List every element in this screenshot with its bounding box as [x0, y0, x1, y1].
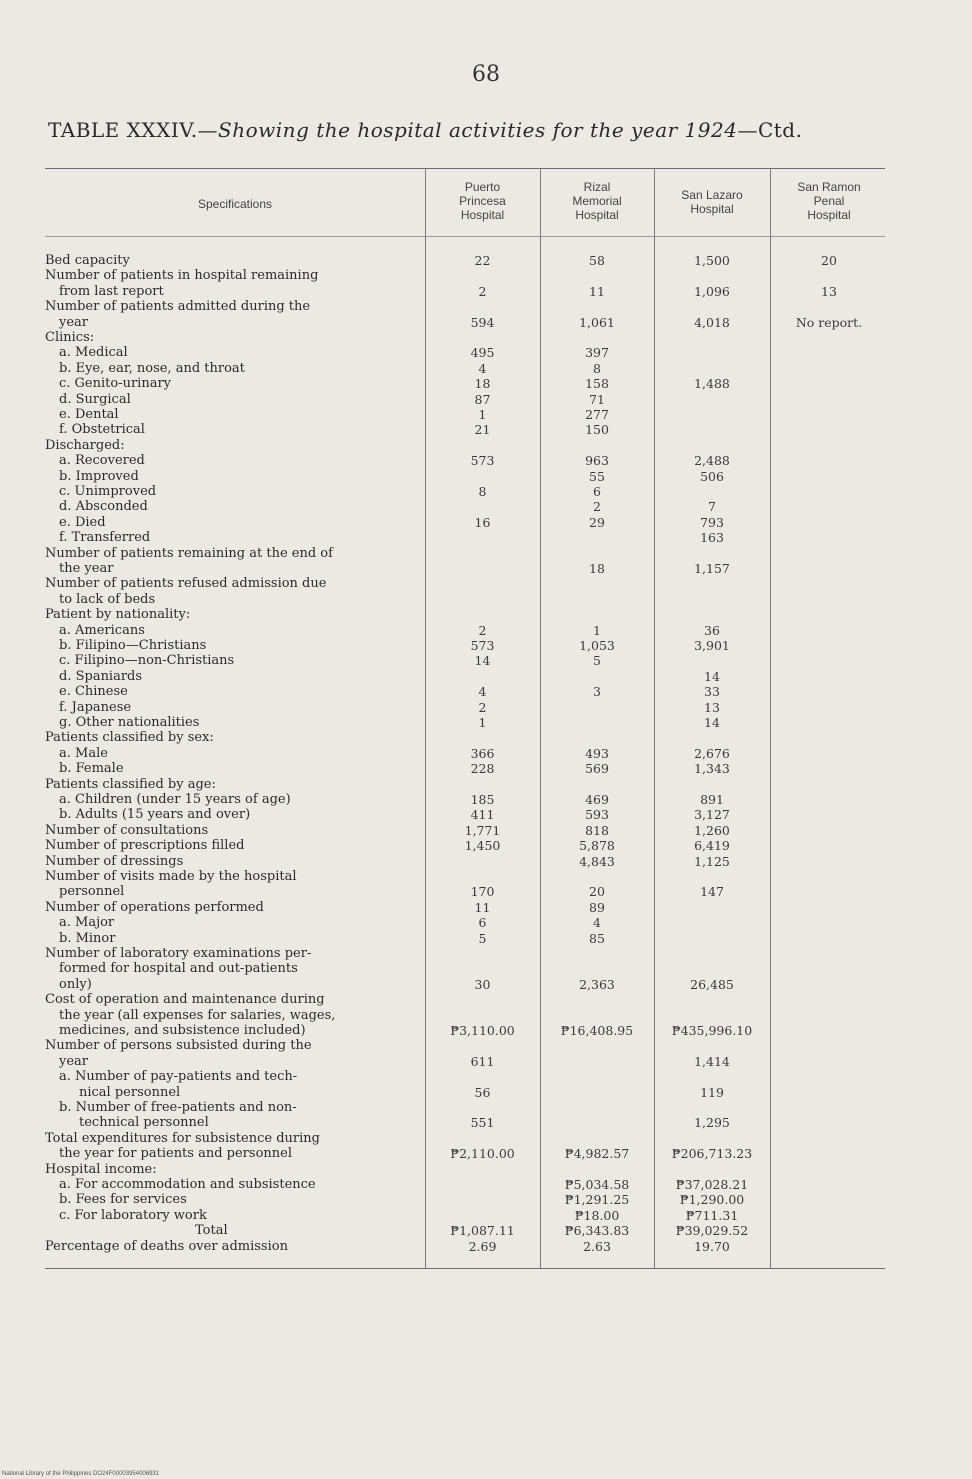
row-label-text: e. Died [59, 515, 106, 530]
row-label-text: Patient by nationality: [45, 608, 191, 622]
column-header-san-ramon: San Ramon Penal Hospital [797, 180, 861, 222]
table-cell: 573 [470, 453, 495, 469]
row-label [45, 962, 415, 976]
table-cell: 11 [474, 899, 491, 915]
row-label-text: Number of laboratory examinations per- [45, 947, 312, 961]
row-label [45, 932, 415, 946]
header-bottom-rule [45, 236, 885, 237]
row-label-text: Number of prescriptions filled [45, 839, 245, 853]
row-label-text: f. Japanese [59, 700, 132, 715]
row-label-text: a. Medical [59, 346, 128, 360]
row-label [45, 808, 415, 822]
table-cell: 573 [470, 638, 495, 653]
table-cell: 71 [589, 391, 605, 407]
row-label [45, 562, 415, 576]
row-label [45, 316, 415, 330]
table-cell: 366 [470, 745, 495, 761]
row-label-text: Number of patients in hospital remaining [45, 269, 319, 283]
row-label-text: e. Dental [59, 408, 119, 422]
table-cell: 2,363 [579, 976, 615, 992]
table-cell: 2,676 [694, 745, 730, 761]
table-cell: 1,488 [694, 376, 730, 392]
table-cell: ₱2,110.00 [450, 1146, 515, 1162]
table-cell: ₱711.31 [685, 1207, 739, 1223]
column-divider [770, 168, 771, 1268]
table-cell: 818 [585, 822, 609, 838]
row-label [45, 1070, 415, 1084]
table-cell: 13 [704, 699, 720, 715]
row-label [45, 731, 415, 745]
table-cell: 6 [478, 915, 487, 931]
table-cell: 150 [585, 422, 609, 438]
table-cell: 611 [470, 1053, 495, 1069]
table-cell: 14 [474, 653, 491, 669]
row-label [45, 346, 415, 360]
table-cell: 495 [470, 345, 495, 361]
row-label [45, 362, 415, 376]
row-label [45, 1055, 415, 1069]
table-cell: ₱435,996.10 [671, 1023, 753, 1038]
row-label [45, 1039, 415, 1053]
table-cell: 469 [585, 792, 609, 807]
table-cell: 29 [589, 514, 605, 530]
table-cell: 5,878 [579, 838, 615, 854]
table-cell: 963 [585, 453, 609, 469]
row-label-text: the year (all expenses for salaries, wages, [59, 1008, 336, 1023]
row-label [45, 408, 415, 422]
row-label-text: only) [59, 977, 92, 992]
row-label-text: b. Number of free-patients and non- [59, 1101, 297, 1115]
row-label [45, 454, 415, 468]
table-cell: 2,488 [694, 453, 730, 469]
table-cell: 3,901 [694, 638, 730, 653]
table-cell: 1,061 [579, 314, 615, 330]
table-cell: 1 [478, 407, 487, 422]
table-cell: 8 [478, 484, 487, 499]
table-cell: 56 [474, 1084, 491, 1100]
row-label-text: year [59, 1054, 89, 1069]
column-header-puerto-princesa: Puerto Princesa Hospital [459, 180, 506, 222]
table-title [48, 118, 928, 142]
table-cell: 33 [704, 684, 720, 700]
row-label [45, 269, 415, 283]
table-cell: 2 [478, 622, 487, 638]
table-cell: 1,125 [694, 853, 730, 869]
row-label [45, 547, 415, 561]
row-label [45, 439, 415, 453]
table-cell: 7 [708, 499, 716, 515]
table-bottom-rule [45, 1268, 885, 1269]
row-label [45, 1163, 415, 1177]
row-label [45, 531, 415, 545]
row-label [45, 670, 415, 684]
row-label [45, 1101, 415, 1115]
row-label-text: formed for hospital and out-patients [59, 962, 298, 976]
table-cell: ₱39,029.52 [675, 1223, 749, 1239]
row-label-text: c. Unimproved [59, 485, 157, 499]
row-label-text: e. Chinese [59, 685, 128, 699]
row-label-text: d. Absconded [59, 500, 148, 514]
row-label [45, 593, 415, 607]
table-cell: 36 [704, 622, 720, 638]
row-label-text: g. Other nationalities [59, 716, 200, 730]
table-cell: 4,843 [579, 853, 615, 869]
table-cell: 55 [589, 468, 605, 484]
table-cell: ₱16,408.95 [560, 1023, 634, 1038]
row-label-text: b. Minor [59, 931, 116, 946]
column-divider [540, 168, 541, 1268]
row-label [45, 608, 415, 622]
row-label-text: b. Fees for services [59, 1193, 187, 1207]
row-label-text: Total [195, 1224, 228, 1238]
row-label-text: Percentage of deaths over admission [45, 1239, 288, 1254]
table-cell: ₱37,028.21 [675, 1177, 749, 1192]
row-label [45, 639, 415, 653]
table-cell: 16 [474, 514, 491, 530]
table-cell: 6,419 [694, 838, 730, 854]
table-cell: 119 [700, 1084, 724, 1100]
row-label-text: Discharged: [45, 438, 125, 453]
table-cell: 20 [589, 884, 605, 900]
title-prefix: TABLE XXXIV.— [48, 118, 219, 142]
row-label [45, 1240, 415, 1254]
table-cell: 2.63 [583, 1238, 611, 1254]
table-cell: 4 [478, 684, 487, 700]
table-cell: 163 [700, 530, 724, 546]
table-cell: ₱1,087.11 [450, 1223, 515, 1239]
table-cell: ₱5,034.58 [564, 1177, 630, 1192]
table-cell: 228 [470, 761, 495, 777]
row-label-text: nical personnel [79, 1085, 181, 1100]
row-label [45, 423, 415, 437]
row-label-text: b. Eye, ear, nose, and throat [59, 361, 245, 376]
row-label [45, 285, 415, 299]
table-cell: 2 [478, 283, 487, 299]
table-cell: 87 [474, 391, 491, 407]
table-cell: 1,096 [694, 283, 730, 299]
table-cell: 18 [474, 376, 491, 392]
column-header-rizal-memorial: Rizal Memorial Hospital [572, 180, 622, 222]
row-label-text: the year for patients and personnel [59, 1147, 292, 1161]
table-cell: 1,260 [694, 822, 730, 838]
page-number: 68 [472, 62, 500, 87]
table-cell: 58 [589, 253, 605, 268]
row-label [45, 701, 415, 715]
table-cell: 277 [585, 407, 609, 422]
row-label [45, 1116, 415, 1130]
row-label-text: from last report [59, 284, 164, 299]
row-label-text: year [59, 315, 89, 330]
table-cell: 1,771 [464, 822, 501, 838]
row-label-text: b. Female [59, 762, 124, 776]
row-label [45, 778, 415, 792]
row-label-text: a. Americans [59, 623, 145, 638]
table-cell: 891 [700, 792, 724, 807]
table-cell: 14 [704, 715, 720, 730]
table-cell: ₱1,290.00 [679, 1192, 745, 1208]
row-label-text: to lack of beds [59, 592, 156, 607]
table-cell: 1,414 [694, 1053, 730, 1069]
row-label-text: a. Recovered [59, 454, 145, 468]
row-label [45, 1224, 415, 1238]
row-label-text: Number of patients refused admission due [45, 577, 327, 591]
row-label [45, 300, 415, 314]
row-label-text: Number of visits made by the hospital [45, 870, 297, 884]
table-cell: 2 [593, 499, 601, 515]
table-cell: ₱206,713.23 [671, 1146, 753, 1162]
table-cell: 411 [470, 807, 495, 823]
row-label [45, 1086, 415, 1100]
row-label [45, 1178, 415, 1192]
row-label-text: Number of dressings [45, 854, 184, 869]
row-label-text: Total expenditures for subsistence during [45, 1131, 320, 1146]
footer-credit: National Library of the Philippines DO24F00003954006931 [2, 1471, 160, 1477]
table-cell: 1,343 [694, 761, 730, 777]
table-cell: 493 [585, 745, 609, 761]
table-cell: 11 [589, 283, 605, 299]
row-label-text: f. Obstetrical [59, 423, 145, 437]
row-label [45, 654, 415, 668]
row-label [45, 1147, 415, 1161]
table-cell: ₱1,291.25 [564, 1192, 630, 1208]
table-cell: 170 [470, 884, 495, 900]
row-label [45, 824, 415, 838]
row-label-text: technical personnel [79, 1116, 209, 1130]
row-label [45, 1009, 415, 1023]
row-label [45, 331, 415, 345]
table-cell: 6 [593, 484, 601, 499]
table-cell: 551 [470, 1115, 495, 1131]
row-label-text: b. Adults (15 years and over) [59, 808, 251, 822]
table-cell: 22 [474, 253, 491, 268]
row-label-text: Clinics: [45, 331, 95, 345]
row-label [45, 885, 415, 899]
table-cell: 147 [700, 884, 724, 900]
table-cell: 3 [593, 684, 601, 700]
table-cell: 158 [585, 376, 609, 392]
row-label [45, 1024, 415, 1038]
row-label-text: c. Filipino—non-Christians [59, 654, 235, 668]
table-cell: 1,450 [464, 838, 501, 854]
table-cell: 1,295 [694, 1115, 730, 1131]
row-label [45, 978, 415, 992]
row-label-text: b. Filipino—Christians [59, 639, 207, 653]
row-label-text: a. Children (under 15 years of age) [59, 793, 291, 807]
table-cell: 5 [478, 930, 487, 946]
row-label [45, 762, 415, 776]
table-cell: 21 [474, 422, 491, 438]
row-label [45, 377, 415, 391]
row-label [45, 393, 415, 407]
table-cell: 185 [470, 792, 495, 807]
table-cell: 89 [589, 899, 605, 915]
row-label-text: b. Improved [59, 469, 139, 484]
row-label [45, 747, 415, 761]
row-label [45, 516, 415, 530]
table-cell: ₱4,982.57 [564, 1146, 630, 1162]
table-cell: ₱18.00 [574, 1207, 620, 1223]
row-label-text: Number of consultations [45, 823, 209, 838]
title-suffix: —Ctd. [737, 118, 803, 142]
row-label-text: the year [59, 562, 114, 576]
row-label [45, 1132, 415, 1146]
row-label-text: Hospital income: [45, 1162, 157, 1177]
table-cell: 30 [474, 976, 491, 992]
table-cell: 4 [478, 360, 487, 376]
row-label [45, 685, 415, 699]
table-cell: 4,018 [694, 314, 730, 330]
table-cell: 5 [593, 653, 601, 669]
table-cell: 1,157 [694, 561, 730, 576]
row-label [45, 947, 415, 961]
table-cell: 18 [589, 561, 605, 576]
title-italic: Showing the hospital activities for the year 1924 [218, 118, 738, 142]
table-cell: 397 [585, 345, 609, 361]
table-cell: 19.70 [694, 1238, 730, 1254]
table-cell: ₱6,343.83 [564, 1223, 630, 1239]
row-label-text: Number of operations performed [45, 900, 264, 915]
table-cell: 1,053 [579, 638, 615, 653]
table-cell: 593 [585, 807, 609, 823]
column-header-specifications: Specifications [197, 197, 273, 211]
table-cell: 793 [700, 514, 724, 530]
row-label-text: Cost of operation and maintenance during [45, 993, 325, 1007]
table-cell: 1 [593, 622, 601, 638]
row-label-text: Number of patients admitted during the [45, 300, 311, 314]
row-label-text: Patients classified by sex: [45, 731, 214, 745]
table-cell: 594 [470, 314, 495, 330]
row-label [45, 855, 415, 869]
row-label [45, 870, 415, 884]
table-cell: 506 [700, 468, 724, 484]
row-label [45, 500, 415, 514]
table-cell: 1,500 [694, 253, 730, 268]
table-cell: ₱3,110.00 [450, 1023, 515, 1038]
row-label-text: Number of patients remaining at the end of [45, 546, 333, 561]
row-label [45, 485, 415, 499]
row-label-text: a. Number of pay-patients and tech- [59, 1070, 298, 1084]
row-label-text: Number of persons subsisted during the [45, 1039, 312, 1053]
row-label [45, 793, 415, 807]
row-label-text: a. Male [59, 746, 108, 761]
row-label [45, 624, 415, 638]
table-cell: 20 [821, 253, 837, 268]
row-label [45, 916, 415, 930]
row-label-text: c. Genito-urinary [59, 377, 172, 391]
column-header-san-lazaro: San Lazaro Hospital [681, 188, 743, 216]
row-label-text: Bed capacity [45, 254, 130, 268]
table-cell: 8 [593, 360, 601, 376]
table-cell: 14 [704, 668, 720, 684]
table-top-rule [45, 168, 885, 169]
row-label-text: personnel [59, 885, 125, 899]
row-label-text: d. Spaniards [59, 669, 143, 684]
row-label [45, 716, 415, 730]
table-cell: 3,127 [694, 807, 730, 823]
table-cell: 1 [478, 715, 487, 730]
table-cell: No report. [795, 314, 863, 330]
row-label-text: a. Major [59, 916, 115, 930]
table-cell: 569 [585, 761, 609, 777]
row-label [45, 993, 415, 1007]
table-cell: 2.69 [468, 1238, 497, 1254]
row-label [45, 839, 415, 853]
row-label-text: medicines, and subsistence included) [59, 1024, 306, 1038]
row-label-text: a. For accommodation and subsistence [59, 1178, 316, 1192]
table-cell: 2 [478, 699, 487, 715]
row-label [45, 1209, 415, 1223]
row-label [45, 254, 415, 268]
table-cell: 85 [589, 930, 605, 946]
table-cell: 26,485 [690, 976, 734, 992]
row-label [45, 577, 415, 591]
table-cell: 13 [821, 283, 837, 299]
row-label-text: f. Transferred [59, 531, 151, 545]
row-label-text: d. Surgical [59, 392, 131, 407]
row-label [45, 470, 415, 484]
table-cell: 4 [593, 915, 601, 931]
row-label [45, 1193, 415, 1207]
row-label-text: c. For laboratory work [59, 1208, 207, 1223]
row-label [45, 901, 415, 915]
row-label-text: Patients classified by age: [45, 777, 216, 792]
